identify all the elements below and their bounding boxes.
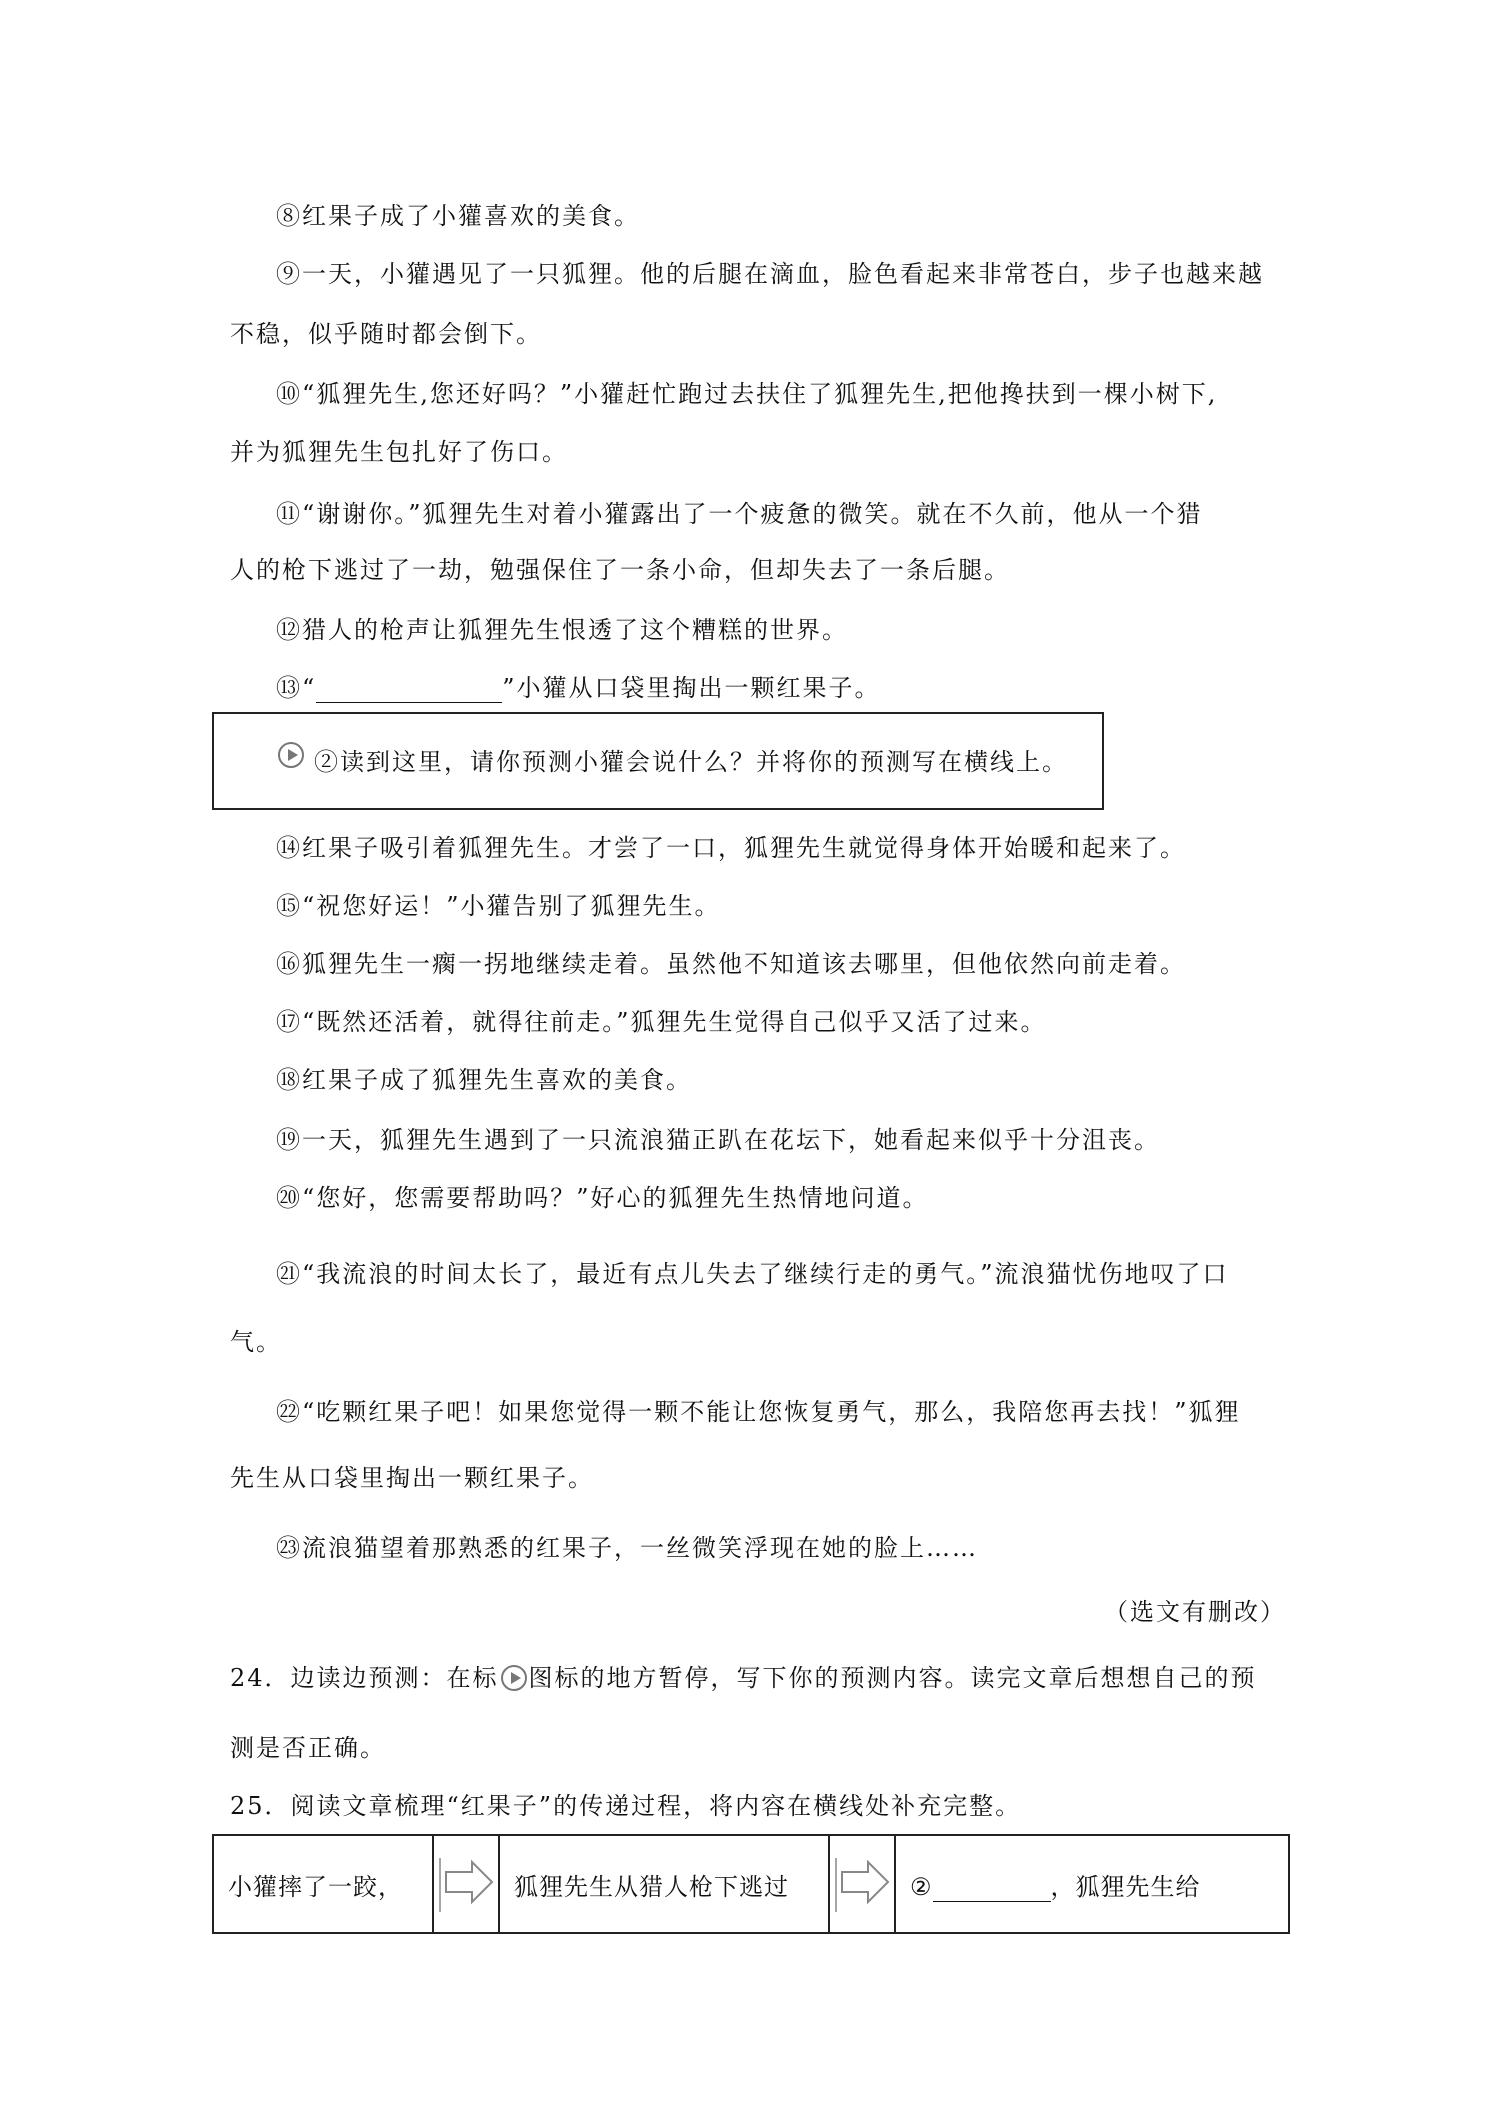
question-24-text-start: 24．边读边预测：在标 bbox=[230, 1664, 499, 1692]
question-24-text-end: 图标的地方暂停，写下你的预测内容。读完文章后想想自己的预 bbox=[528, 1664, 1257, 1692]
paragraph-8: ⑧红果子成了小獾喜欢的美食。 bbox=[276, 202, 640, 230]
flow-table bbox=[212, 1834, 1290, 1934]
paragraph-22-line-2: 先生从口袋里掏出一颗红果子。 bbox=[230, 1464, 594, 1492]
paragraph-10-line-2: 并为狐狸先生包扎好了伤口。 bbox=[230, 438, 568, 466]
paragraph-21-line-1: ㉑“我流浪的时间太长了，最近有点儿失去了继续行走的勇气。”流浪猫忧伤地叹了口 bbox=[276, 1260, 1229, 1288]
flow-cell-3-text: ，狐狸先生给 bbox=[1050, 1872, 1201, 1901]
play-circle-icon bbox=[501, 1665, 527, 1691]
paragraph-16: ⑯狐狸先生一瘸一拐地继续走着。虽然他不知道该去哪里，但他依然向前走着。 bbox=[276, 950, 1186, 978]
paragraph-20: ⑳“您好，您需要帮助吗？”好心的狐狸先生热情地问道。 bbox=[276, 1184, 929, 1212]
flow-cell-2: 狐狸先生从猎人枪下逃过 bbox=[499, 1835, 829, 1933]
paragraph-18: ⑱红果子成了狐狸先生喜欢的美食。 bbox=[276, 1066, 692, 1094]
paragraph-9-line-1: ⑨一天，小獾遇见了一只狐狸。他的后腿在滴血，脸色看起来非常苍白，步子也越来越 bbox=[276, 260, 1264, 288]
flow-arrow-1 bbox=[433, 1835, 499, 1933]
prediction-prompt: ②读到这里，请你预测小獾会说什么？并将你的预测写在横线上。 bbox=[314, 748, 1068, 776]
prediction-blank[interactable] bbox=[316, 674, 502, 703]
paragraph-11-line-1: ⑪“谢谢你。”狐狸先生对着小獾露出了一个疲惫的微笑。就在不久前，他从一个猎 bbox=[276, 500, 1203, 528]
flow-cell-3-marker: ② bbox=[910, 1872, 933, 1901]
paragraph-22-line-1: ㉒“吃颗红果子吧！如果您觉得一颗不能让您恢复勇气，那么，我陪您再去找！”狐狸 bbox=[276, 1398, 1241, 1426]
paragraph-9-line-2: 不稳，似乎随时都会倒下。 bbox=[230, 320, 542, 348]
flow-row bbox=[213, 1835, 1289, 1933]
flow-blank[interactable] bbox=[933, 1873, 1051, 1902]
right-arrow-icon bbox=[830, 1854, 894, 1914]
source-note: （选文有删改） bbox=[1104, 1598, 1286, 1626]
paragraph-13-rest: ”小獾从口袋里掏出一颗红果子。 bbox=[502, 674, 881, 702]
paragraph-12: ⑫猎人的枪声让狐狸先生恨透了这个糟糕的世界。 bbox=[276, 616, 848, 644]
prediction-box bbox=[212, 712, 1104, 810]
flow-cell-1: 小獾摔了一跤， bbox=[213, 1835, 433, 1933]
paragraph-21-line-2: 气。 bbox=[230, 1328, 282, 1356]
paragraph-19: ⑲一天，狐狸先生遇到了一只流浪猫正趴在花坛下，她看起来似乎十分沮丧。 bbox=[276, 1126, 1160, 1154]
paragraph-13 bbox=[276, 668, 1326, 703]
paragraph-10-line-1: ⑩“狐狸先生,您还好吗？”小獾赶忙跑过去扶住了狐狸先生,把他搀扶到一棵小树下, bbox=[276, 380, 1218, 408]
paragraph-11-line-2: 人的枪下逃过了一劫，勉强保住了一条小命，但却失去了一条后腿。 bbox=[230, 556, 1010, 584]
question-25: 25．阅读文章梳理“红果子”的传递过程，将内容在横线处补充完整。 bbox=[230, 1792, 1022, 1820]
play-circle-icon bbox=[278, 742, 304, 768]
paragraph-23: ㉓流浪猫望着那熟悉的红果子，一丝微笑浮现在她的脸上…… bbox=[276, 1534, 978, 1562]
paragraph-17: ⑰“既然还活着，就得往前走。”狐狸先生觉得自己似乎又活了过来。 bbox=[276, 1008, 1047, 1036]
question-24-line-1 bbox=[230, 1658, 1257, 1693]
flow-arrow-2 bbox=[829, 1835, 895, 1933]
paragraph-15: ⑮“祝您好运！”小獾告别了狐狸先生。 bbox=[276, 892, 721, 920]
right-arrow-icon bbox=[434, 1854, 498, 1914]
paragraph-14: ⑭红果子吸引着狐狸先生。才尝了一口，狐狸先生就觉得身体开始暖和起来了。 bbox=[276, 834, 1186, 862]
flow-cell-3 bbox=[895, 1835, 1289, 1933]
paragraph-13-open: ⑬“ bbox=[276, 674, 317, 702]
question-24-line-2: 测是否正确。 bbox=[230, 1734, 386, 1762]
